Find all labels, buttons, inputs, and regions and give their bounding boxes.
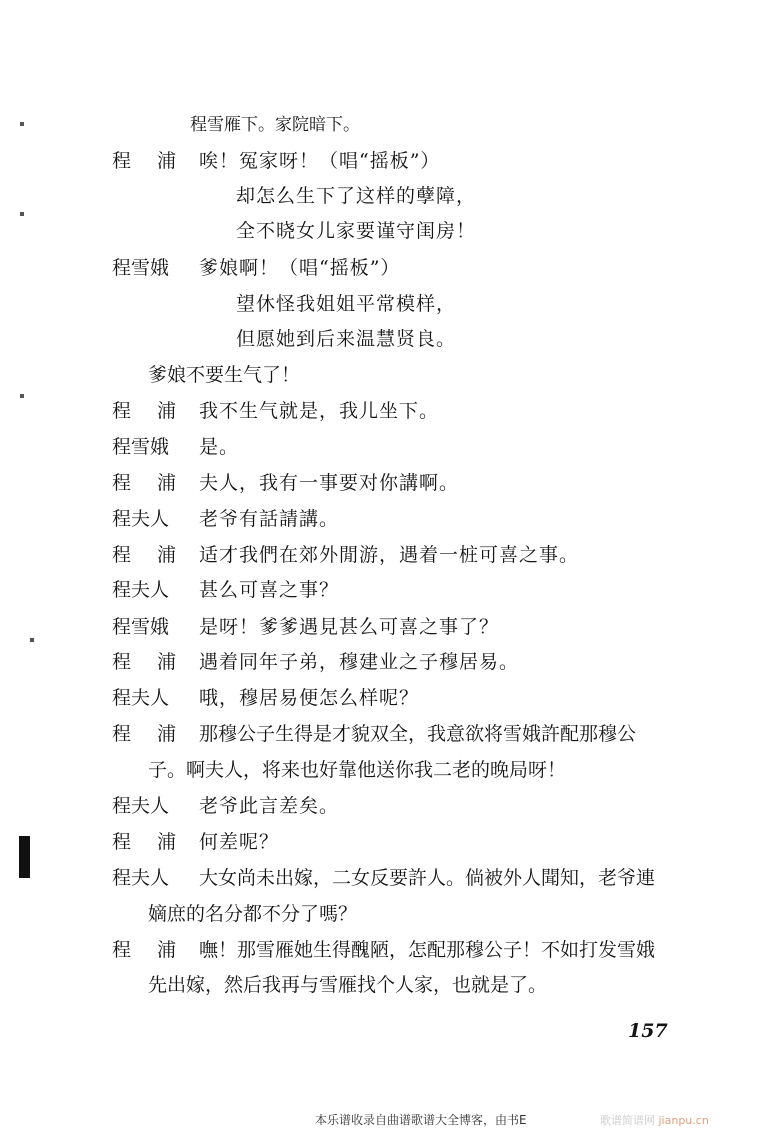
dialogue-continuation: 嫡庶的名分都不分了嗎？	[148, 903, 358, 925]
footer-credit: 本乐谱收录自曲谱歌谱大全博客，由书E	[315, 1113, 527, 1127]
dialogue-line: 是呀！爹爹遇見甚么可喜之事了？	[199, 616, 500, 638]
page-number: 157	[628, 1020, 668, 1042]
watermark-url[interactable]: jianpu.cn	[658, 1114, 709, 1127]
dialogue-line: 适才我們在郊外閒游，遇着一桩可喜之事。	[199, 544, 580, 566]
dialogue-line: 我不生气就是，我儿坐下。	[199, 400, 440, 422]
speaker-label: 程浦	[112, 939, 203, 961]
speaker-label: 程浦	[112, 651, 203, 673]
speaker-label: 程雪娥	[112, 436, 170, 458]
stage-direction: 程雪雁下。家院暗下。	[190, 115, 360, 135]
speaker-label: 程浦	[112, 150, 203, 172]
watermark	[600, 1112, 709, 1128]
dialogue-continuation: 先出嫁，然后我再与雪雁找个人家，也就是了。	[148, 974, 548, 996]
scan-speck	[20, 122, 24, 126]
dialogue-line: 何差呢？	[199, 831, 280, 853]
scan-speck	[20, 394, 24, 398]
dialogue-continuation: 爹娘不要生气了！	[148, 364, 301, 386]
watermark-site: 歌谱简谱网	[600, 1114, 655, 1127]
song-line: 全不晓女儿家要谨守闺房！	[236, 220, 477, 242]
speaker-label: 程浦	[112, 723, 203, 745]
dialogue-continuation: 子。啊夫人，将来也好靠他送你我二老的晚局呀！	[148, 759, 567, 781]
song-line: 望休怪我姐姐平常模样，	[236, 293, 457, 315]
speaker-label: 程夫人	[112, 579, 170, 601]
scan-speck	[20, 212, 24, 216]
song-line: 却怎么生下了这样的孽障，	[236, 185, 477, 207]
dialogue-line: 爹娘啊！（唱“摇板”）	[199, 257, 401, 279]
dialogue-line: 是。	[199, 436, 240, 458]
scan-speck	[30, 638, 34, 642]
speaker-label: 程夫人	[112, 508, 170, 530]
dialogue-line: 甚么可喜之事？	[199, 579, 340, 601]
speaker-label: 程雪娥	[112, 616, 170, 638]
dialogue-line: 老爷此言差矣。	[199, 795, 340, 817]
song-line: 但愿她到后来温慧贤良。	[236, 328, 457, 350]
dialogue-line: 遇着同年子弟，穆建业之子穆居易。	[199, 651, 520, 673]
dialogue-line: 哦，穆居易便怎么样呢？	[199, 687, 420, 709]
speaker-label: 程雪娥	[112, 257, 170, 279]
binding-mark	[19, 836, 30, 878]
speaker-label: 程夫人	[112, 795, 170, 817]
speaker-label: 程夫人	[112, 687, 170, 709]
speaker-label: 程浦	[112, 472, 203, 494]
speaker-label: 程浦	[112, 400, 203, 422]
speaker-label: 程夫人	[112, 867, 170, 889]
dialogue-line: 大女尚未出嫁，二女反要許人。倘被外人聞知，老爷連	[199, 867, 656, 889]
dialogue-line: 嘸！那雪雁她生得醜陋，怎配那穆公子！不如打发雪娥	[199, 939, 656, 961]
dialogue-line: 那穆公子生得是才貌双全，我意欲将雪娥許配那穆公	[199, 723, 637, 745]
speaker-label: 程浦	[112, 831, 203, 853]
dialogue-line: 老爷有話請講。	[199, 508, 340, 530]
dialogue-line: 夫人，我有一事要对你講啊。	[199, 472, 460, 494]
speaker-label: 程浦	[112, 544, 203, 566]
dialogue-line: 唉！冤家呀！（唱“摇板”）	[199, 150, 441, 172]
